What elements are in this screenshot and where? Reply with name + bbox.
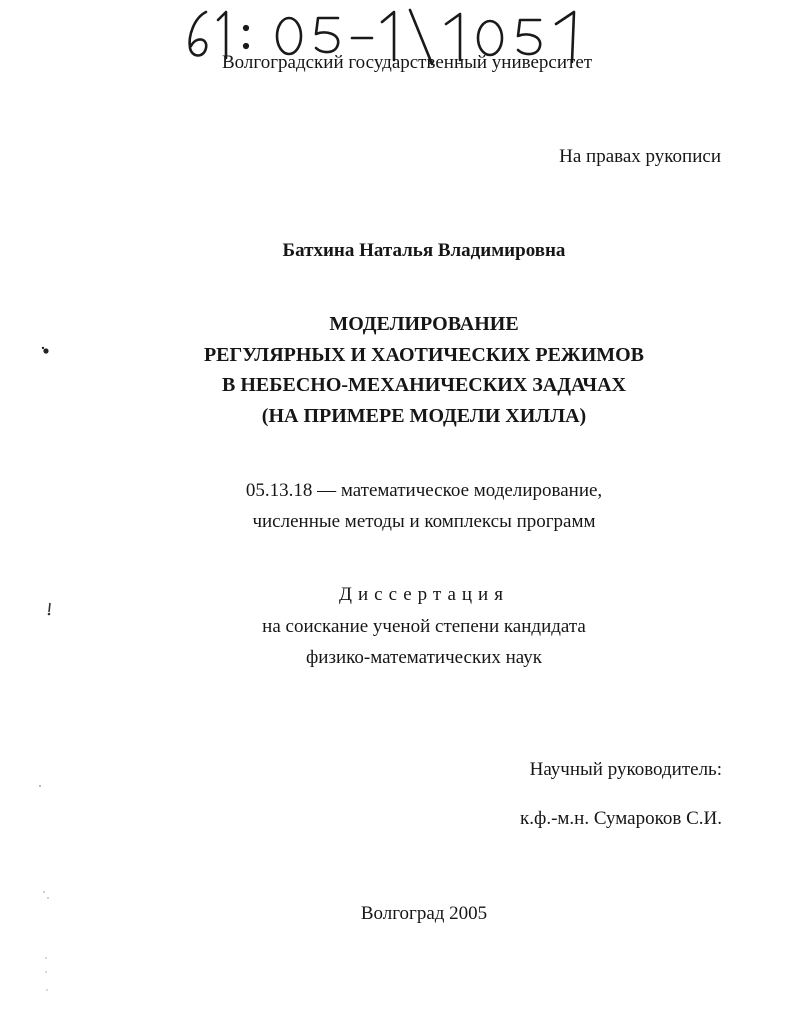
title-line-2: РЕГУЛЯРНЫХ И ХАОТИЧЕСКИХ РЕЖИМОВ xyxy=(203,344,645,366)
degree-line-2: физико-математических наук xyxy=(305,647,543,668)
advisor-label: Научный руководитель: xyxy=(529,759,722,780)
city-year: Волгоград 2005 xyxy=(360,903,488,924)
specialty-line-1: 05.13.18 — математическое моделирование, xyxy=(245,480,603,501)
specialty-line-2: численные методы и комплексы программ xyxy=(252,511,596,532)
author-name: Батхина Наталья Владимировна xyxy=(282,240,566,261)
title-line-4: (НА ПРИМЕРЕ МОДЕЛИ ХИЛЛА) xyxy=(261,405,587,427)
document-type: Диссертация xyxy=(339,584,509,605)
advisor-name: к.ф.-м.н. Сумароков С.И. xyxy=(520,808,722,829)
degree-line-1: на соискание ученой степени кандидата xyxy=(262,616,586,637)
university-name: Волгоградский государственный университет xyxy=(222,52,593,73)
title-line-3: В НЕБЕСНО-МЕХАНИЧЕСКИХ ЗАДАЧАХ xyxy=(222,374,626,396)
title-line-1: МОДЕЛИРОВАНИЕ xyxy=(329,313,519,335)
manuscript-rights-note: На правах рукописи xyxy=(559,146,721,167)
